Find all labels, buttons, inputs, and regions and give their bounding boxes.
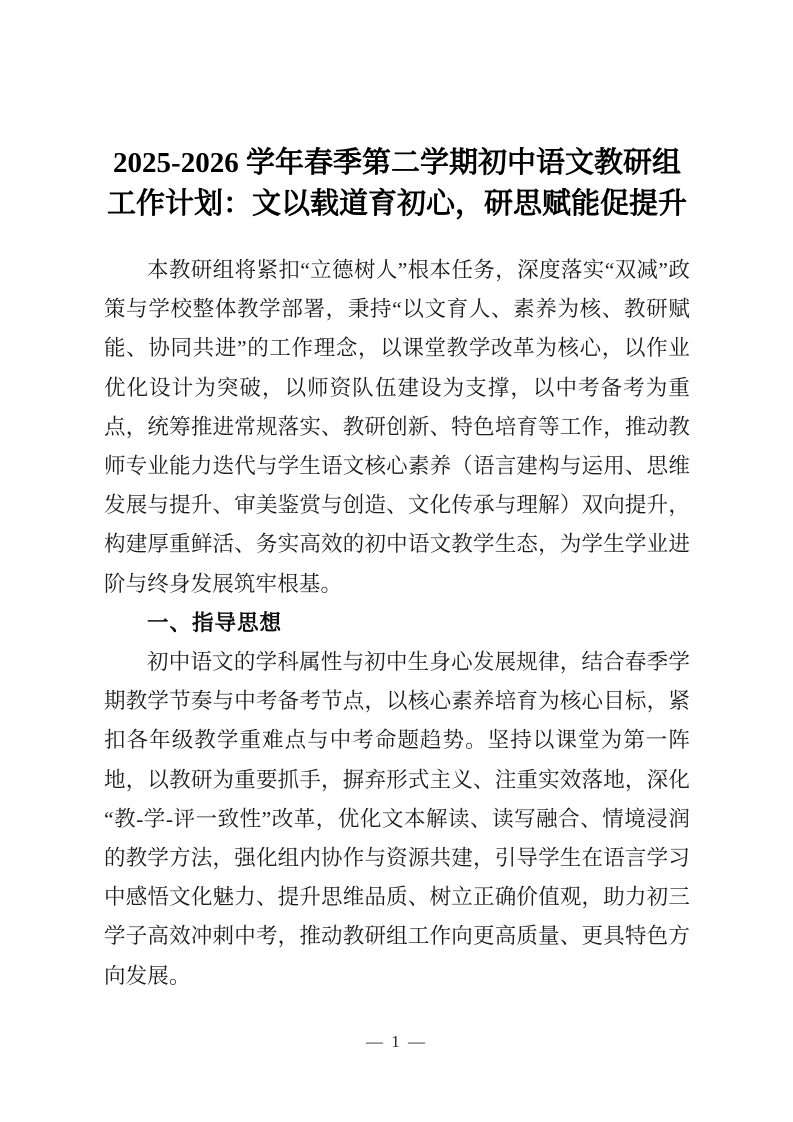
document-content <box>104 0 690 996</box>
page-number-footer: — 1 — <box>366 1032 427 1051</box>
paragraph-guiding-ideology: 初中语文的学科属性与初中生身心发展规律，结合春季学期教学节奏与中考备考节点，以核心素养培育为核心目标，紧扣各年级教学重难点与中考命题趋势。坚持以课堂为第一阵地，以教研为重要抓手，摒弃形式主义、注重实效落地，深化“教-学-评一致性”改革，优化文本解读、读写融合、情境浸润的教学方法，强化组内协作与资源共建，引导学生在语言学习中感悟文化魅力、提升思维品质、树立正确价值观，助力初三学子高效冲刺中考，推动教研组工作向更高质量、更具特色方向发展。 <box>104 650 690 988</box>
paragraph-intro: 本教研组将紧扣“立德树人”根本任务，深度落实“双减”政策与学校整体教学部署，秉持“以文育人、素养为核、教研赋能、协同共进”的工作理念，以课堂教学改革为核心，以作业优化设计为突破，以师资队伍建设为支撑，以中考备考为重点，统筹推进常规落实、教研创新、特色培育等工作，推动教师专业能力迭代与学生语文核心素养（语言建构与运用、思维发展与提升、审美鉴赏与创造、文化传承与理解）双向提升，构建厚重鲜活、务实高效的初中语文教学生态，为学生学业进阶与终身发展筑牢根基。 <box>104 258 690 596</box>
page-title: 2025-2026 学年春季第二学期初中语文教研组工作计划：文以载道育初心，研思赋能促提升 <box>106 147 687 220</box>
section-heading-guiding-ideology: 一、指导思想 <box>147 610 283 635</box>
document-body <box>104 251 690 996</box>
